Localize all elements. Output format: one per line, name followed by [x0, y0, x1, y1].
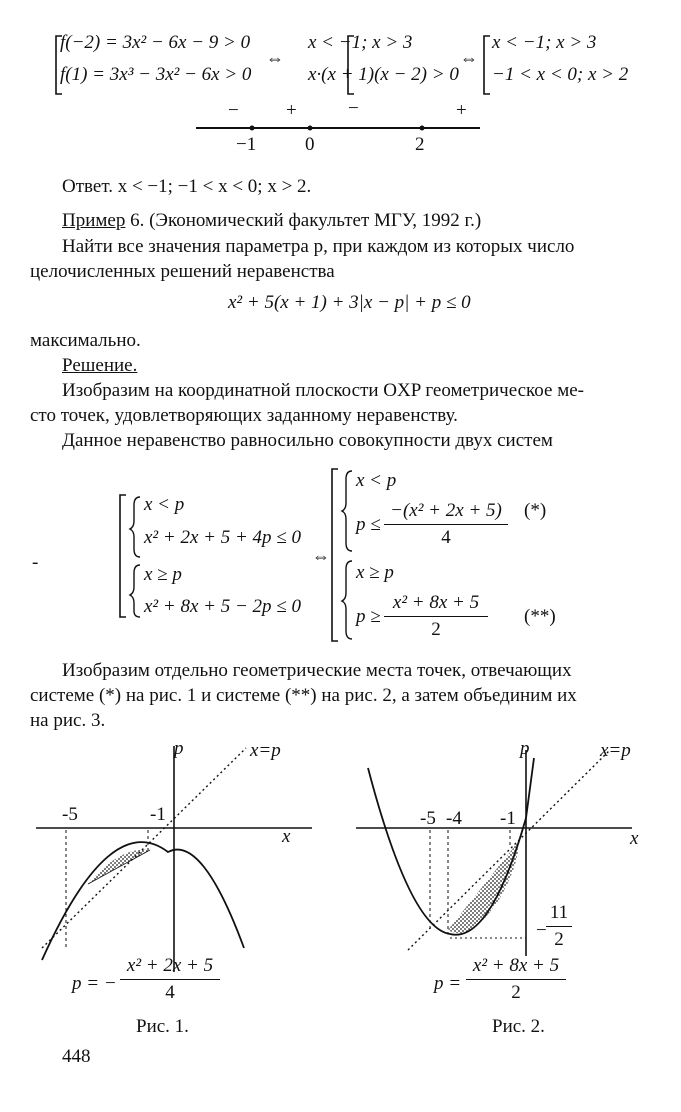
left-a1: x < p	[144, 494, 185, 515]
fig2-value-sign: −	[536, 920, 547, 941]
fig2-parabola	[368, 758, 534, 935]
fig2-value-num: 11	[549, 902, 569, 923]
fig1-line-label: x=p	[250, 740, 281, 761]
fig2-tick-m4: -4	[446, 808, 462, 829]
top-system-line2: f(1) = 3x³ − 3x² − 6x > 0	[60, 64, 252, 85]
tag-2: (**)	[524, 606, 556, 627]
fig1-line-x-eq-p	[42, 748, 246, 948]
top-mid-line1: x < −1; x > 3	[308, 32, 413, 53]
sign-1: −	[228, 100, 239, 121]
point-2: 2	[415, 134, 425, 155]
stray-dash: -	[32, 552, 39, 573]
top-iff-1: ⇔	[266, 48, 284, 68]
right-b2-fraction	[384, 592, 488, 641]
fig2-formula-fraction	[466, 955, 566, 1004]
fig2-axis-x: x	[630, 828, 639, 849]
figures-text-1: Изобразим отдельно геометрические места точек, отвечающих	[62, 660, 572, 681]
solution-p1: Изобразим на координатной плоскости OXP геометрическое ме-	[62, 380, 584, 401]
top-system-line1: f(−2) = 3x² − 6x − 9 > 0	[60, 32, 251, 53]
fig2-formula-den: 2	[511, 982, 521, 1003]
fig1-tick-m1: -1	[150, 804, 166, 825]
solution-p1b: сто точек, удовлетворяющих заданному неравенству.	[30, 405, 458, 426]
fig1-caption: Рис. 1.	[136, 1016, 189, 1037]
right-b2-den: 2	[431, 619, 441, 640]
left-b2: x² + 8x + 5 − 2p ≤ 0	[144, 596, 301, 617]
right-a2-lhs: p ≤	[356, 514, 381, 535]
solution-p2: Данное неравенство равносильно совокупности двух систем	[62, 430, 553, 451]
point-minus1: −1	[236, 134, 257, 155]
fig1-parabola	[42, 842, 244, 960]
right-b1: x ≥ p	[356, 562, 394, 583]
sign-2: +	[286, 100, 297, 121]
figures-text-2: системе (*) на рис. 1 и системе (**) на рис. 2, а затем объединим их	[30, 685, 577, 706]
fig1-formula-den: 4	[165, 982, 175, 1003]
top-iff-2: ⇔	[460, 48, 478, 68]
solution-label: Решение.	[62, 355, 138, 376]
right-a2-den: 4	[441, 527, 451, 548]
answer: Ответ. x < −1; −1 < x < 0; x > 2.	[62, 176, 312, 197]
fig1-axis-x: x	[282, 826, 291, 847]
fig2-value-den: 2	[554, 929, 564, 950]
top-right-line2: −1 < x < 0; x > 2	[492, 64, 629, 85]
figure-1	[30, 738, 320, 978]
main-inequality: x² + 5(x + 1) + 3|x − p| + p ≤ 0	[228, 292, 471, 313]
fig2-value-fraction	[546, 902, 572, 951]
right-a1: x < p	[356, 470, 397, 491]
example-title-rest: 6. (Экономический факультет МГУ, 1992 г.)	[125, 210, 482, 231]
problem-line1: Найти все значения параметра p, при каждом из которых число	[62, 236, 575, 257]
tag-1: (*)	[524, 500, 547, 521]
left-b1: x ≥ p	[144, 564, 182, 585]
figure-2	[350, 738, 650, 968]
sign-3: −	[348, 98, 359, 119]
left-a2: x² + 2x + 5 + 4p ≤ 0	[144, 527, 301, 548]
fig1-axis-p: p	[174, 738, 184, 759]
top-right-line1: x < −1; x > 3	[492, 32, 597, 53]
example-label: Пример	[62, 210, 126, 231]
sign-4: +	[456, 100, 467, 121]
problem-end: максимально.	[30, 330, 141, 351]
fig2-tick-m5: -5	[420, 808, 436, 829]
fig2-caption: Рис. 2.	[492, 1016, 545, 1037]
figures-text-3: на рис. 3.	[30, 710, 106, 731]
right-a2-num: −(x² + 2x + 5)	[390, 500, 502, 521]
fig2-tick-m1: -1	[500, 808, 516, 829]
right-b2-num: x² + 8x + 5	[392, 592, 480, 613]
right-b2-lhs: p ≥	[356, 606, 381, 627]
fig2-formula-num: x² + 8x + 5	[472, 955, 560, 976]
fig1-formula-fraction	[120, 955, 220, 1004]
top-mid-line2: x·(x + 1)(x − 2) > 0	[308, 64, 459, 85]
fig1-tick-m5: -5	[62, 804, 78, 825]
fig2-axis-p: p	[520, 738, 530, 759]
fig2-line-label: x=p	[600, 740, 631, 761]
systems-iff: ⇔	[312, 546, 330, 566]
right-a2-fraction	[384, 500, 508, 549]
systems-brackets	[110, 465, 580, 645]
example-title	[62, 210, 481, 232]
fig1-formula-lhs: p = −	[72, 973, 117, 994]
point-0: 0	[305, 134, 315, 155]
page-number: 448	[62, 1046, 91, 1067]
problem-line2: целочисленных решений неравенства	[30, 261, 335, 282]
fig2-formula-lhs: p =	[434, 973, 462, 994]
fig1-formula-num: x² + 2x + 5	[126, 955, 214, 976]
fig2-line-x-eq-p	[408, 750, 610, 950]
